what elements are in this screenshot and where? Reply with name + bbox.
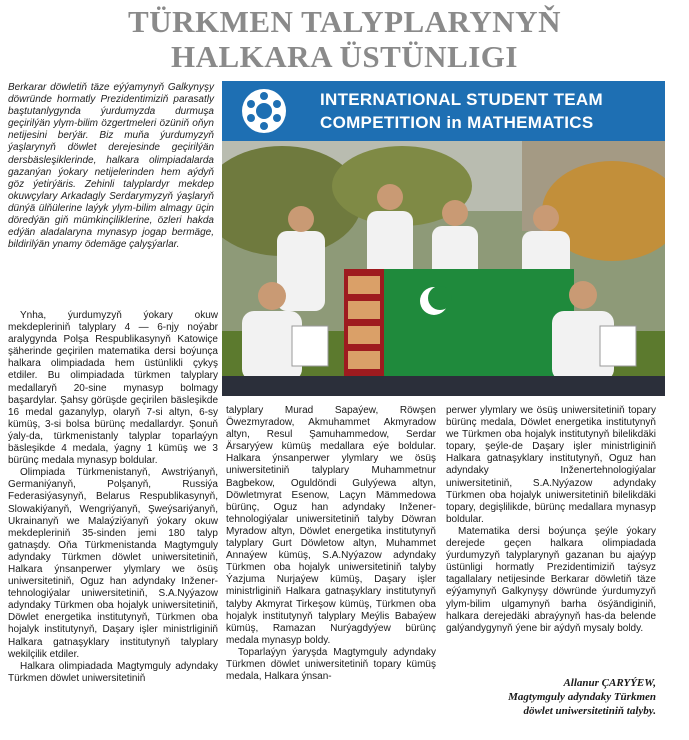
headline-line-2: HALKARA ÜSTÜNLIGI xyxy=(171,39,518,74)
author-role-line-1: Magtymguly adyndaky Türkmen xyxy=(508,691,656,703)
banner-title-line-2: COMPETITION in MATHEMATICS xyxy=(320,113,594,132)
paragraph: Ynha, ýurdumyzyň ýokary okuw mekdepleriniň talyplary 4 — 6-njy noýabr aralygynda Polşa Respublikasynyň Katowiçe şäherinde geçirilen matematika dersi boýunça halkara olimpiadada hem üstünlikli çykyş etdiler. Bu olimpiadada türkmen talyplary medallaryň 20-sine mynasyp bolmagy başardylar. Şahsy görüşde geçirilen bäsleşikde 16 medal gazanylyp, olaryň 7-si altyn, 6-sy kümüş, 3-si bolsa bürünç medallardyr. Şonuň ýaly-da, türkmenistanly talyplar toparlaýyn bäsleşikde 4 medala, ýagny 1 kümüş we 3 bürünç medala mynasyp boldular. xyxy=(8,310,218,467)
article-lead: Berkarar döwletiň täze eýýamynyň Galkynyşy döwründe hormatly Prezidentimiziň parasatly baştutanlygynda ýurdumyzda durmuşa geçirilýän ylym-bilim özgertmeleri özüniň oňyn netijesini berýär. Biz muňa ýurdumyzyň ýaşlarynyň döwlet derejesinde geçirilýän dersbäsleşiklerinde, halkara olimpiadalarda gazanýan ýokary netijelerinden hem aýdyň göz ýetirýäris. Zehinli talyplardyr mekdep okuwçylary Arkadagly Serdarymyzyň ýaşlaryň dünýä ülňülerine laýyk ylym-bilim almagy üçin döredýän giň mümkinçiliklerine, özleri hakda edýän aladalaryna mynasyp jogap bermäge, bildirilýän ynamy ödemäge çalyşýarlar. xyxy=(8,82,214,251)
competition-banner xyxy=(222,81,665,141)
article-column-3 xyxy=(446,405,656,635)
competition-logo-icon xyxy=(240,87,288,135)
turkmen-flag xyxy=(344,269,574,377)
banner-title-line-1: INTERNATIONAL STUDENT TEAM xyxy=(320,90,603,109)
author-signature xyxy=(446,676,656,718)
article-column-2 xyxy=(226,405,436,683)
paragraph: Olimpiada Türkmenistanyň, Awstriýanyň, Germaniýanyň, Polşanyň, Russiýa Federasiýasynyň, Belarus Respublikasynyň, Slowakiýanyň, Wengriýanyň, Şweýsariýanyň, Ukrainanyň we Malaýziýanyň ýokary okuw mekdepleriniň 35-sinden jemi 180 talyp gatnaşdy. Oňa Türkmenistanda Magtymguly adyndaky Türkmen döwlet uniwersitetiniň, Halkara ýnsanperwer ylymlary we ösüş uniwersitetiniň, Oguz han adyndaky Inžener-tehnologiýalar uniwersitetiniň, S.A.Nyýazow adyndaky Türkmen oba hojalyk uniwersitetiniň, Döwlet energetika institutynyň, Türkmen oba hojalyk institutynyň, Daşary işler ministrliginiň Halkara gatnaşyklary institutynyň talyplary wekilçilik etdiler. xyxy=(8,467,218,660)
headline-line-1: TÜRKMEN TALYPLARYNYŇ xyxy=(128,4,561,39)
paragraph: talyplary Murad Sapaýew, Röwşen Öwezmyradow, Akmuhammet Akmyradow altyn, Resul Şamuhammedow, Serdar Ärsaryýew kümüş medallara eýe boldular. Halkara ýnsanperwer ylymlary we ösüş uniwersitetiniň talyplary Muhammetnur Bagbekow, Oguldöndi Gulyýewa altyn, Döwletmyrat Esenow, Laçyn Mämmedowa bürünç, Oguz han adyndaky Inžener-tehnologiýalar uniwersitetiniň talyby Döwran Myradow altyn, Döwlet energetika institutynyň talyplary Gurt Döwletow altyn, Muhammet Annaýew kümüş, S.A.Nyýazow adyndaky Türkmen oba hojalyk uniwersitetiniň talyby Ýazjuma Nurjaýew kümüş, Daşary işler ministrliginiň Halkara gatnaşyklary institutynyň talyby Akmyrat Tirkeşow kümüş, Türkmen oba hojalyk institutynyň talyplary Meýlis Babaýew kümüş, Ramazan Nurýagdyýew bürünç medala mynasyp boldy. xyxy=(226,405,436,646)
article-column-1 xyxy=(8,310,218,685)
paragraph: Halkara olimpiadada Magtymguly adyndaky Türkmen döwlet uniwersitetiniň xyxy=(8,660,218,684)
paragraph: Matematika dersi boýunça şeýle ýokary derejede geçen halkara olimpiadada ýurdumyzyň talyplarynyň gazanan bu ajaýyp üstünligi hormatly Prezidentimiziň taýsyz tagallalary netijesinde Berkarar döwletiň täze eýýamynyň Galkynyşy döwründe ýurdumyzyň ylym-bilim ulgamynyň barha ösýändiginiň, halkara derejedäki abraýynyň has-da belende galýandygynyň ýene bir aýdyň mysaly boldy. xyxy=(446,525,656,634)
paragraph: Toparlaýyn ýaryşda Magtymguly adyndaky Türkmen döwlet uniwersitetiniň topary kümüş medala, Halkara ýnsan- xyxy=(226,646,436,683)
article-headline xyxy=(0,4,689,74)
student-team-photo xyxy=(222,141,665,396)
paragraph: perwer ylymlary we ösüş uniwersitetiniň topary bürünç medala, Döwlet energetika institutynyň we Türkmen oba hojalyk institutynyň bilelikdäki topary, şeýle-de Daşary işler ministrliginiň Halkara gatnaşyklary institutynyň, Oguz han adyndaky Inženertehnologiýalar uniwersitetiniň, S.A.Nyýazow adyndaky Türkmen oba hojalyk uniwersitetiniň bilelikdäki topary, degişlilikde, bürünç medallara mynasyp boldular. xyxy=(446,405,656,525)
author-name: Allanur ÇARYÝEW, xyxy=(563,677,656,689)
author-role-line-2: döwlet uniwersitetiniň talyby. xyxy=(523,705,656,717)
article-photo xyxy=(222,81,665,396)
